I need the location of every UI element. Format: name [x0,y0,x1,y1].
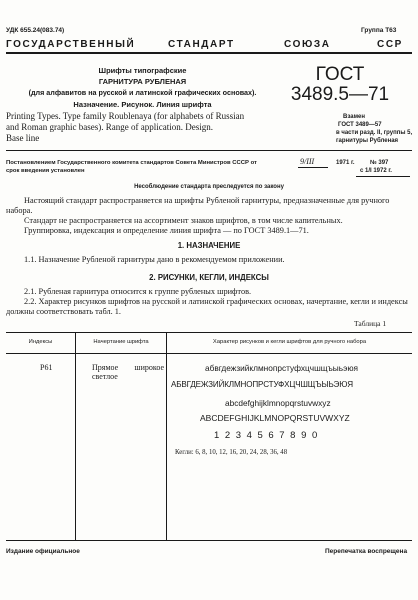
decree-line-2: срок введения установлен [6,168,85,174]
replaces-line-2: в части разд. II, группы 5, [336,130,413,136]
table-header-style: Начертание шрифта [93,339,149,345]
effective-date-underline [356,176,410,177]
banner-word-2: СТАНДАРТ [168,39,235,50]
effective-date: с 1/I 1972 г. [360,168,392,174]
banner-word-3: СОЮЗА [284,39,331,50]
gost-label: ГОСТ [315,64,365,85]
gost-number: 3489.5—71 [290,84,390,105]
intro-paragraph-2: Стандарт не распространяется на ассортимент знаков шрифтов, в том числе капительных. [24,216,343,225]
legal-warning: Несоблюдение стандарта преследуется по закону [134,184,284,190]
intro-paragraph-1: Настоящий стандарт распространяется на шрифты Рубленой гарнитуры, предназначенные для ручного набора. [6,196,390,215]
en-title-line-3: Base line [6,133,40,143]
footer-rule [6,540,412,541]
sample-lowercase-cyrillic: абвгдежзийклмнопрстуфхцчшщъыьэюя [205,363,359,373]
replaces-line-3: гарнитуры Рубленая [336,138,399,144]
section-2-heading: 2. РИСУНКИ, КЕГЛИ, ИНДЕКСЫ [149,273,269,282]
group-code: Группа Т63 [361,27,397,34]
table-top-rule [6,332,412,333]
banner-word-4: ССР [377,39,403,50]
section-1-heading: 1. НАЗНАЧЕНИЕ [177,241,241,250]
sample-uppercase-cyrillic: АБВГДЕЖЗИЙКЛМНОПРСТУФХЦЧШЩЪЫЬЭЮЯ [171,380,353,389]
replaces-line-1: ГОСТ 3489—57 [338,122,382,128]
replaces-title: Взамен [343,114,365,120]
table-column-divider-1 [75,332,76,540]
table-row-style: Прямое широкое светлое [92,363,164,381]
en-title-line-1: Printing Types. Type family Roublenaya (for alphabets of Russian [6,111,245,121]
section-2-paragraph-1: 2.1. Рубленая гарнитура относится к группе рубленых шрифтов. [24,287,252,296]
table-header-rule [6,353,412,354]
decree-date: 9/III [300,157,315,166]
table-header-index: Индексы [28,339,53,345]
intro-paragraph-3: Группировка, индексация и определение линия шрифта — по ГОСТ 3489.1—71. [24,226,309,235]
footer-right: Перепечатка воспрещена [325,548,408,555]
sample-uppercase-latin: ABCDEFGHIJKLMNOPQRSTUVWXYZ [200,413,350,423]
udk-code: УДК 655.24(083.74) [6,27,65,34]
sample-digits: 1234567890 [214,430,323,441]
sample-lowercase-latin: abcdefghijklmnopqrstuvwxyz [225,398,331,408]
table-caption: Таблица 1 [354,319,387,328]
section-1-paragraph: 1.1. Назначение Рубленой гарнитуры дано в рекомендуемом приложении. [24,255,285,264]
title-rule [6,150,412,151]
date-underline [298,167,328,168]
section-2-paragraph-2: 2.2. Характер рисунков шрифтов на русской и латинской графических основах, начертание, кегли и индексы должны соответствовать табл. 1. [6,297,408,316]
header-rule [6,52,412,54]
ru-title-line-2: ГАРНИТУРА РУБЛЕНАЯ [98,77,187,86]
decree-line-1: Постановлением Государственного комитета стандартов Совета Министров СССР от [6,160,257,166]
table-header-samples: Характер рисунков и кегли шрифтов для ручного набора [212,339,367,345]
ru-title-line-1: Шрифты типографские [98,66,187,75]
sample-sizes: Кегли: 6, 8, 10, 12, 16, 20, 24, 28, 36, 48 [175,449,288,456]
banner-word-1: ГОСУДАРСТВЕННЫЙ [6,39,136,50]
table-row-index: Р61 [40,363,53,372]
decree-year: 1971 г. [336,160,355,166]
decree-number: № 397 [370,160,389,166]
en-title-line-2: and Roman graphic bases). Range of application. Design. [6,122,213,132]
footer-left: Издание официальное [6,548,80,555]
table-column-divider-2 [166,332,167,540]
ru-title-line-3: (для алфавитов на русской и латинской графических основах). [28,88,257,97]
ru-title-line-4: Назначение. Рисунок. Линия шрифта [73,100,212,109]
